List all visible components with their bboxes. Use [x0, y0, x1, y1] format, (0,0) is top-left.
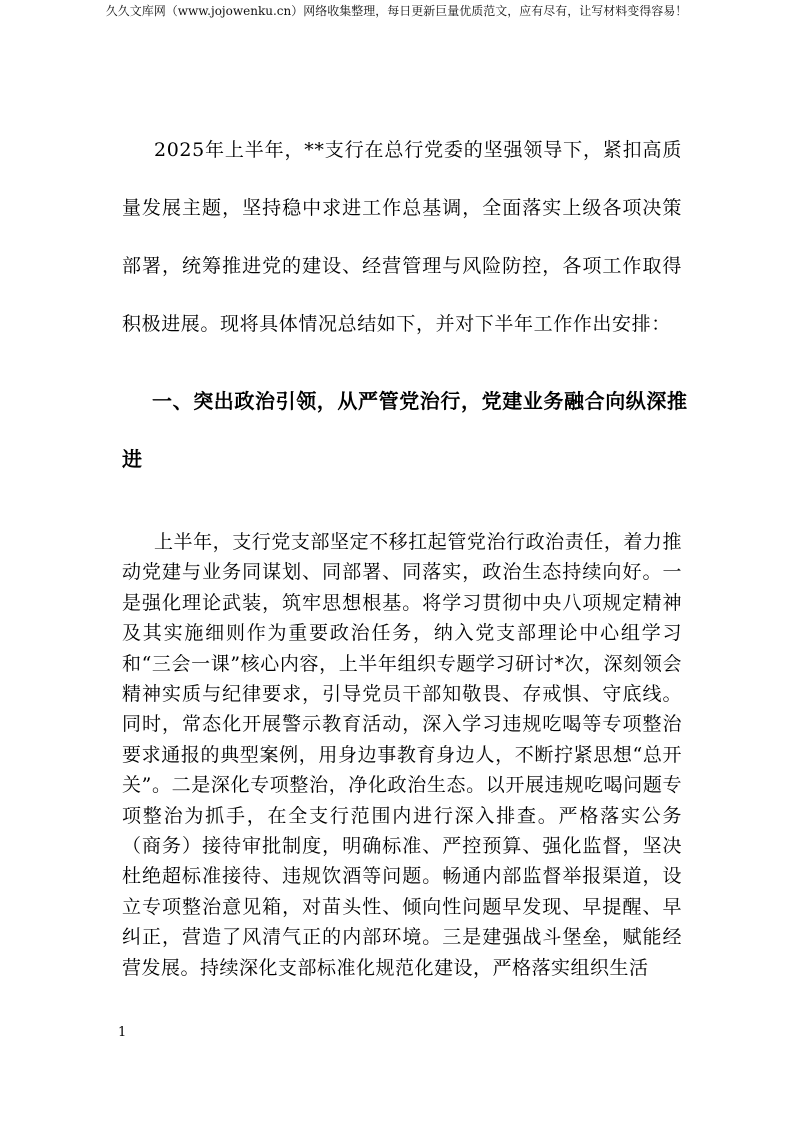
intro-paragraph: 2025年上半年，**支行在总行党委的坚强领导下，紧扣高质量发展主题，坚持稳中求进工作总基调，全面落实上级各项决策部署，统筹推进党的建设、经营管理与风险防控，各项工作取得积极进展。现将具体情况总结如下，并对下半年工作作出安排：	[122, 139, 682, 335]
page-header: 久久文库网（www.jojowenku.cn）网络收集整理，每日更新巨量优质范文，应有尽有，让写材料变得容易！	[105, 4, 688, 18]
page-number: 1	[118, 1025, 127, 1040]
section-heading: 一、突出政治引领，从严管党治行，党建业务融合向纵深推进	[122, 389, 688, 471]
section-body-paragraph: 上半年，支行党支部坚定不移扛起管党治行政治责任，着力推动党建与业务同谋划、同部署、同落实，政治生态持续向好。一是强化理论武装，筑牢思想根基。将学习贯彻中央八项规定精神及其实施细则作为重要政治任务，纳入党支部理论中心组学习和“三会一课”核心内容，上半年组织专题学习研讨*次，深刻领会精神实质与纪律要求，引导党员干部知敬畏、存戒惧、守底线。同时，常态化开展警示教育活动，深入学习违规吃喝等专项整治要求通报的典型案例，用身边事教育身边人，不断拧紧思想“总开关”。二是深化专项整治，净化政治生态。以开展违规吃喝问题专项整治为抓手，在全支行范围内进行深入排查。严格落实公务（商务）接待审批制度，明确标准、严控预算、强化监督，坚决杜绝超标准接待、违规饮酒等问题。畅通内部监督举报渠道，设立专项整治意见箱，对苗头性、倾向性问题早发现、早提醒、早纠正，营造了风清气正的内部环境。三是建强战斗堡垒，赋能经营发展。持续深化支部标准化规范化建设，严格落实组织生活	[122, 531, 682, 979]
